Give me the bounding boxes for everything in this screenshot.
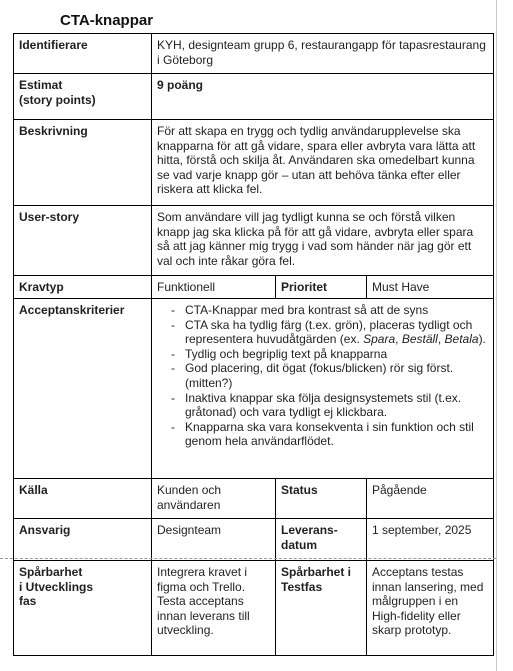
row-ansvarig [14,519,494,561]
row-beskrivning [14,120,494,206]
label-kravtyp: Kravtyp [14,276,152,299]
label-sparbarhet-line2: i Utvecklings [19,579,94,594]
label-sparbarhet-testfas [276,561,367,656]
value-beskrivning[interactable]: För att skapa en trygg och tydlig användarupplevelse ska knapparna för att gå vidare, spara eller avbryta vara lätta att hitta, förstå och skilja åt. Användaren ska omedelbart kunna se vad varje knapp gör – utan att behöva tänka efter eller riskera att klicka fel. [152,120,494,206]
criteria-item: - CTA-Knappar med bra kontrast så att de syns [185,303,489,318]
label-leveransdatum-line2: datum [281,537,317,552]
criteria-item2-bestall: Beställ [401,332,438,347]
value-acceptanskriterier[interactable] [152,299,494,479]
criteria-item: - Knapparna ska vara konsekventa i sin funktion och stil genom hela användarflödet. [185,420,489,449]
criteria-item: - God placering, dit ögat (fokus/blicken) rör sig först. (mitten?) [185,361,489,390]
label-beskrivning: Beskrivning [14,120,152,206]
criteria-item: - Inaktiva knappar ska följa designsystemets stil (t.ex. gråtonad) och vara tydligt ej klickbara. [185,391,489,420]
value-sparbarhet-testfas[interactable]: Acceptans testas innan lansering, med målgruppen i en High-fidelity eller skarp prototyp. [367,561,494,656]
criteria-item: - Tydlig och begriplig text på knapparna [185,347,489,362]
row-acceptanskriterier [14,299,494,479]
page-title: CTA-knappar [60,12,154,29]
row-sparbarhet [14,561,494,656]
label-leveransdatum [276,519,367,561]
label-prioritet: Prioritet [276,276,367,299]
criteria-item [185,318,489,347]
value-kravtyp[interactable]: Funktionell [152,276,276,299]
value-kalla[interactable]: Kunden och användaren [152,479,276,519]
label-leveransdatum-line1: Leverans- [281,523,338,537]
value-prioritet[interactable]: Must Have [367,276,494,299]
value-status[interactable]: Pågående [367,479,494,519]
label-status: Status [276,479,367,519]
value-userstory[interactable]: Som användare vill jag tydligt kunna se och förstå vilken knapp jag ska klicka på för att gå vidare, avbryta eller spara så att jag känner mig trygg i vad som händer när jag gör ett val och inte råkar göra fel. [152,206,494,276]
value-sparbarhet-utveckling[interactable]: Integrera kravet i figma och Trello. Testa acceptans innan leverans till utveckling. [152,561,276,656]
label-identifierare: Identifierare [14,34,152,74]
page-edge-divider [496,0,497,671]
row-kravtyp [14,276,494,299]
label-estimat-line2: (story points) [19,92,96,107]
criteria-item2-betala: Betala [444,332,479,347]
criteria-item2-text: CTA ska ha tydlig färg (t.ex. grön), placeras tydligt och representera huvudåtgärden (ex. [185,317,473,347]
value-identifierare[interactable]: KYH, designteam grupp 6, restaurangapp för tapasrestaurang i Göteborg [152,34,494,74]
label-sparbarhet-utveckling [14,561,152,656]
criteria-list [157,303,489,449]
label-kalla: Källa [14,479,152,519]
label-estimat-line1: Estimat [19,78,63,92]
label-userstory: User-story [14,206,152,276]
row-identifierare [14,34,494,74]
criteria-item2-sep1: , [395,332,402,347]
criteria-item2-sep2: , [437,332,445,347]
label-sparbarhet-line3: fas [19,594,37,609]
label-ansvarig: Ansvarig [14,519,152,561]
value-estimat[interactable]: 9 poäng [152,74,494,120]
row-kalla [14,479,494,519]
value-ansvarig[interactable]: Designteam [152,519,276,561]
row-userstory [14,206,494,276]
label-acceptanskriterier: Acceptanskriterier [14,299,152,479]
label-testfas-line2: Testfas [281,579,323,594]
label-testfas-line1: Spårbarhet i [281,565,352,579]
value-leveransdatum[interactable]: 1 september, 2025 [367,519,494,561]
label-estimat [14,74,152,120]
row-estimat [14,74,494,120]
criteria-item2-spara: Spara [363,332,396,347]
requirement-table [13,33,494,656]
criteria-item2-end: ). [478,332,486,347]
page-break-line [0,558,496,559]
label-sparbarhet-line1: Spårbarhet [19,565,83,579]
